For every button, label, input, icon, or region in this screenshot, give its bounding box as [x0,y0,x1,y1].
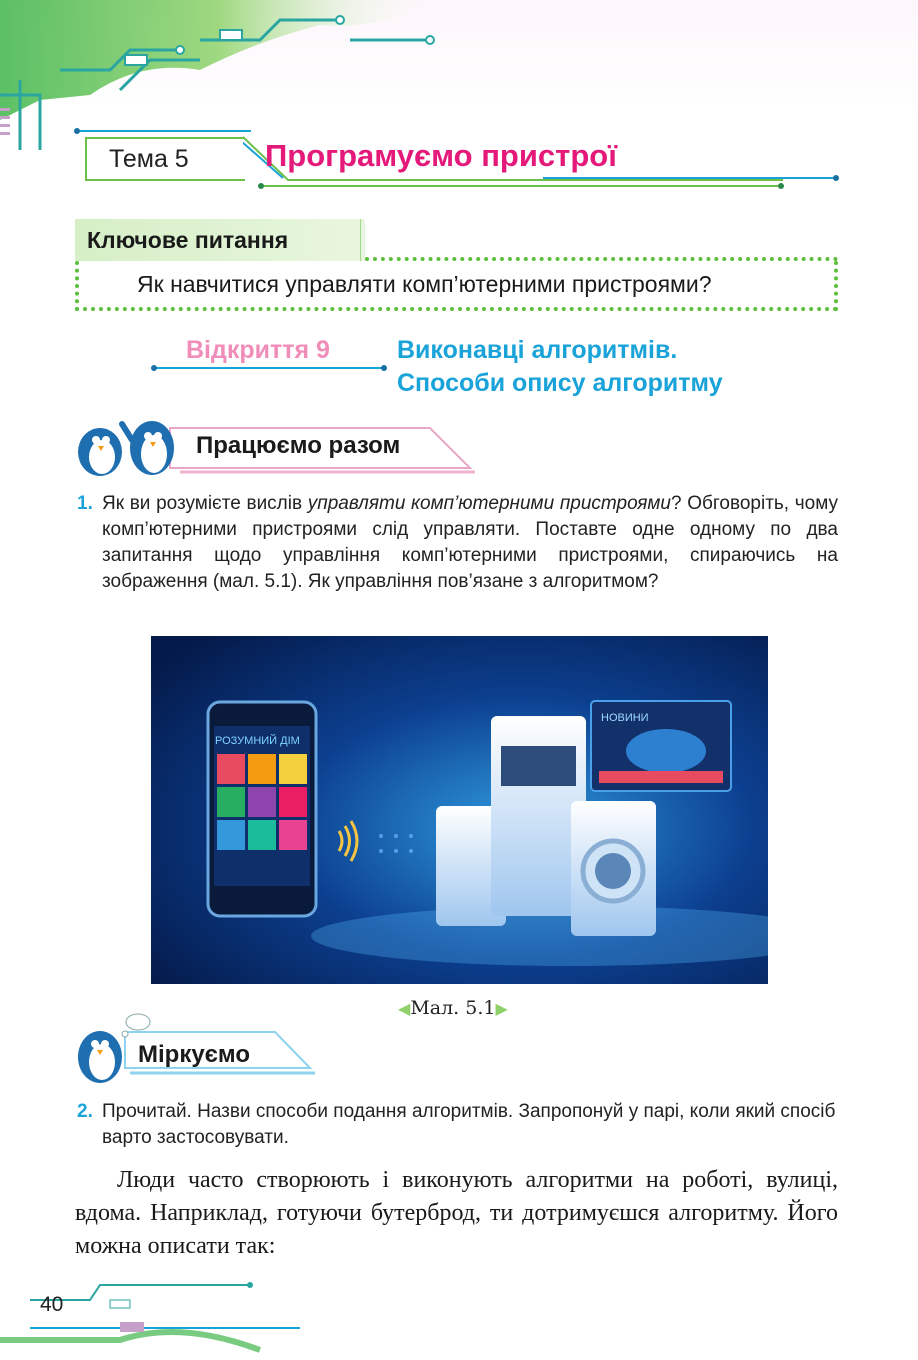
discovery-title-line1: Виконавці алгоритмів. [397,336,678,364]
smart-home-illustration [151,636,768,984]
key-question-text: Як навчитися управляти комп’ютерними пристроями? [75,261,838,311]
discovery-title [397,334,723,400]
phone-title: РОЗУМНИЙ ДІМ [215,735,300,747]
key-question-label: Ключове питання [75,219,365,261]
task-1-text-after: ? Обговоріть, чому комп’ютерними пристроями слід управляти. Поставте одне одному по два запитання щодо управління комп’ютерними пристроями, спираючись на зображення (мал. 5.1). Як управління пов’язане з алгоритмом? [102,493,838,592]
task-1 [77,491,838,595]
topic-top-line [73,126,253,140]
task-2-number: 2. [77,1101,93,1122]
discovery-underline [150,362,390,374]
caption-left-arrow-icon: ◀ [398,999,411,1018]
work-together-label: Працюємо разом [196,432,401,459]
think-label: Міркуємо [138,1041,251,1068]
page-number: 40 [40,1293,64,1316]
task-1-emphasis: управляти комп’ютерними пристроями [307,493,671,514]
topic-label: Тема 5 [85,137,245,181]
figure-caption [398,997,508,1019]
caption-right-arrow-icon: ▶ [495,999,508,1018]
topic-title: Програмуємо пристрої [265,138,617,173]
circuit-decoration-bottom [0,1280,300,1360]
task-2-text: Прочитай. Назви способи подання алгоритмів. Запропонуй у парі, коли який спосіб варто застосовувати. [102,1101,836,1148]
task-1-text-before: Як ви розумієте вислів [102,493,308,514]
discovery-title-line2: Способи опису алгоритму [397,369,723,397]
penguins-icon [78,421,174,476]
task-2 [77,1099,838,1151]
discovery-label: Відкриття 9 [186,336,330,364]
caption-text: Мал. 5.1 [410,997,496,1019]
body-paragraph: Люди часто створюють і виконують алгоритми на роботі, вулиці, вдома. Наприклад, готуючи бутерброд, ти дотримуєшся алгоритму. Його можна описати так: [75,1167,838,1259]
key-label-slant [360,219,370,261]
tv-title: НОВИНИ [601,712,649,724]
task-1-number: 1. [77,493,93,514]
